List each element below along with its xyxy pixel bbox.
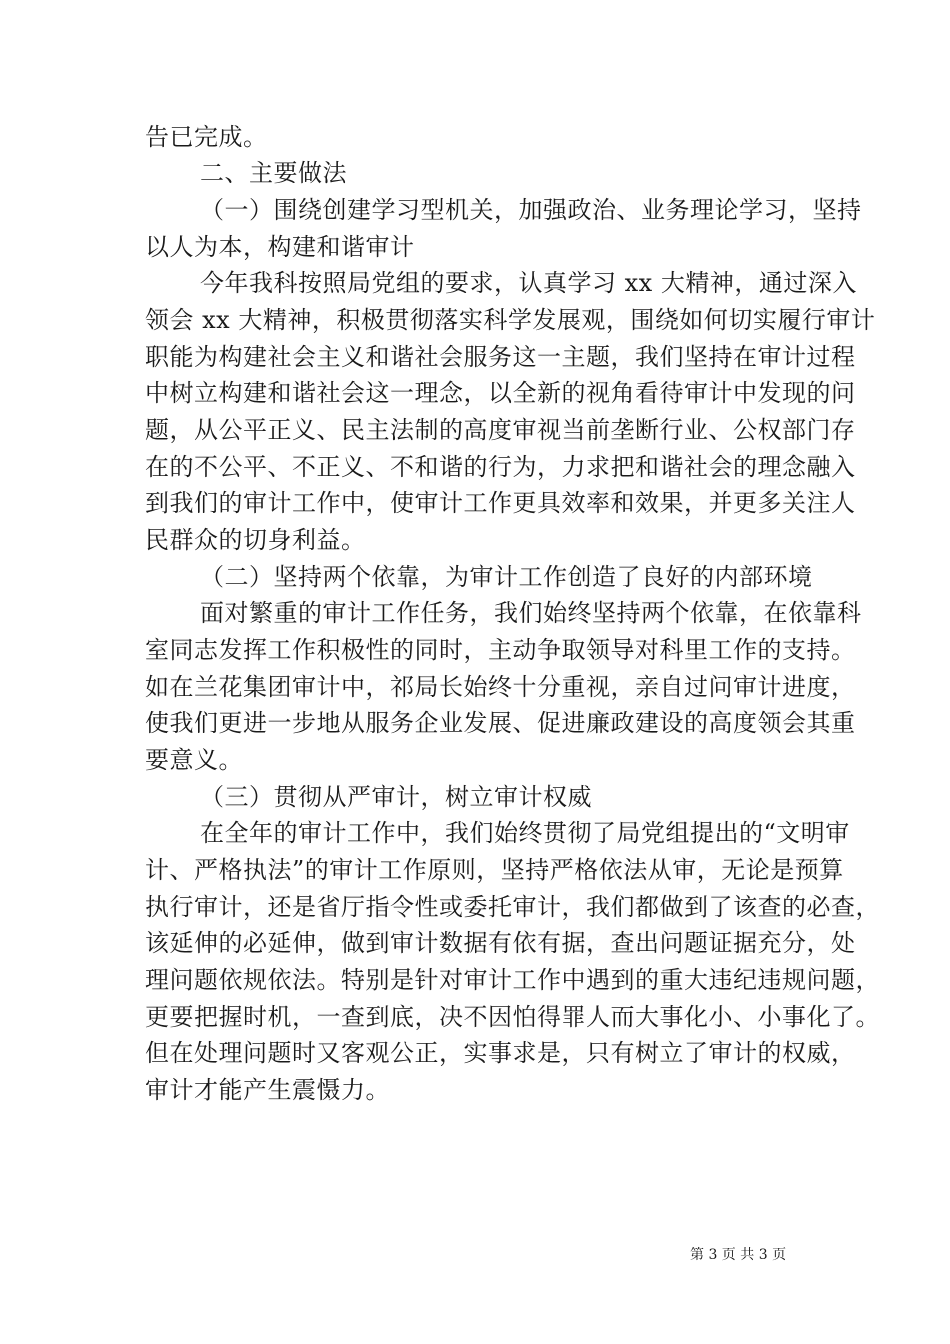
paragraph-line: 室同志发挥工作积极性的同时，主动争取领导对科里工作的支持。 xyxy=(145,636,856,664)
paragraph-line: 要意义。 xyxy=(145,746,243,774)
paragraph-line: 到我们的审计工作中，使审计工作更具效率和效果，并更多关注人 xyxy=(145,489,856,517)
paragraph-line: 题，从公平正义、民主法制的高度审视当前垄断行业、公权部门存 xyxy=(145,416,856,444)
paragraph-line: 在的不公平、不正义、不和谐的行为，力求把和谐社会的理念融入 xyxy=(145,453,856,481)
subsection-heading: （一）围绕创建学习型机关，加强政治、业务理论学习，坚持 xyxy=(200,196,862,224)
paragraph-line: 执行审计，还是省厅指令性或委托审计，我们都做到了该查的必查， xyxy=(145,893,880,921)
paragraph-line: 更要把握时机，一查到底，决不因怕得罪人而大事化小、小事化了。 xyxy=(145,1003,880,1031)
subsection-heading: （三）贯彻从严审计，树立审计权威 xyxy=(200,783,592,811)
paragraph-line: 职能为构建社会主义和谐社会服务这一主题，我们坚持在审计过程 xyxy=(145,343,856,371)
subsection-heading: （二）坚持两个依靠，为审计工作创造了良好的内部环境 xyxy=(200,563,813,591)
paragraph-line: 但在处理问题时又客观公正，实事求是，只有树立了审计的权威， xyxy=(145,1039,856,1067)
paragraph-line: 如在兰花集团审计中，祁局长始终十分重视，亲自过问审计进度， xyxy=(145,673,856,701)
paragraph-line: 民群众的切身利益。 xyxy=(145,526,366,554)
subsection-heading: 以人为本，构建和谐审计 xyxy=(145,233,415,261)
paragraph-line: 面对繁重的审计工作任务，我们始终坚持两个依靠，在依靠科 xyxy=(200,599,862,627)
paragraph-line: 该延伸的必延伸，做到审计数据有依有据，查出问题证据充分，处 xyxy=(145,929,856,957)
paragraph-line: 领会 xx 大精神，积极贯彻落实科学发展观，围绕如何切实履行审计 xyxy=(145,306,876,334)
paragraph-line: 审计才能产生震慑力。 xyxy=(145,1076,390,1104)
paragraph-line: 今年我科按照局党组的要求，认真学习 xx 大精神，通过深入 xyxy=(200,269,857,297)
paragraph-line: 在全年的审计工作中，我们始终贯彻了局党组提出的“文明审 xyxy=(200,819,850,847)
paragraph-line: 使我们更进一步地从服务企业发展、促进廉政建设的高度领会其重 xyxy=(145,709,856,737)
page-number: 第 3 页 共 3 页 xyxy=(690,1247,787,1263)
paragraph-line: 中树立构建和谐社会这一理念，以全新的视角看待审计中发现的问 xyxy=(145,379,856,407)
text-line: 告已完成。 xyxy=(145,123,268,151)
paragraph-line: 理问题依规依法。特别是针对审计工作中遇到的重大违纪违规问题， xyxy=(145,966,880,994)
section-heading: 二、主要做法 xyxy=(200,159,347,187)
paragraph-line: 计、严格执法”的审计工作原则，坚持严格依法从审，无论是预算 xyxy=(145,856,844,884)
